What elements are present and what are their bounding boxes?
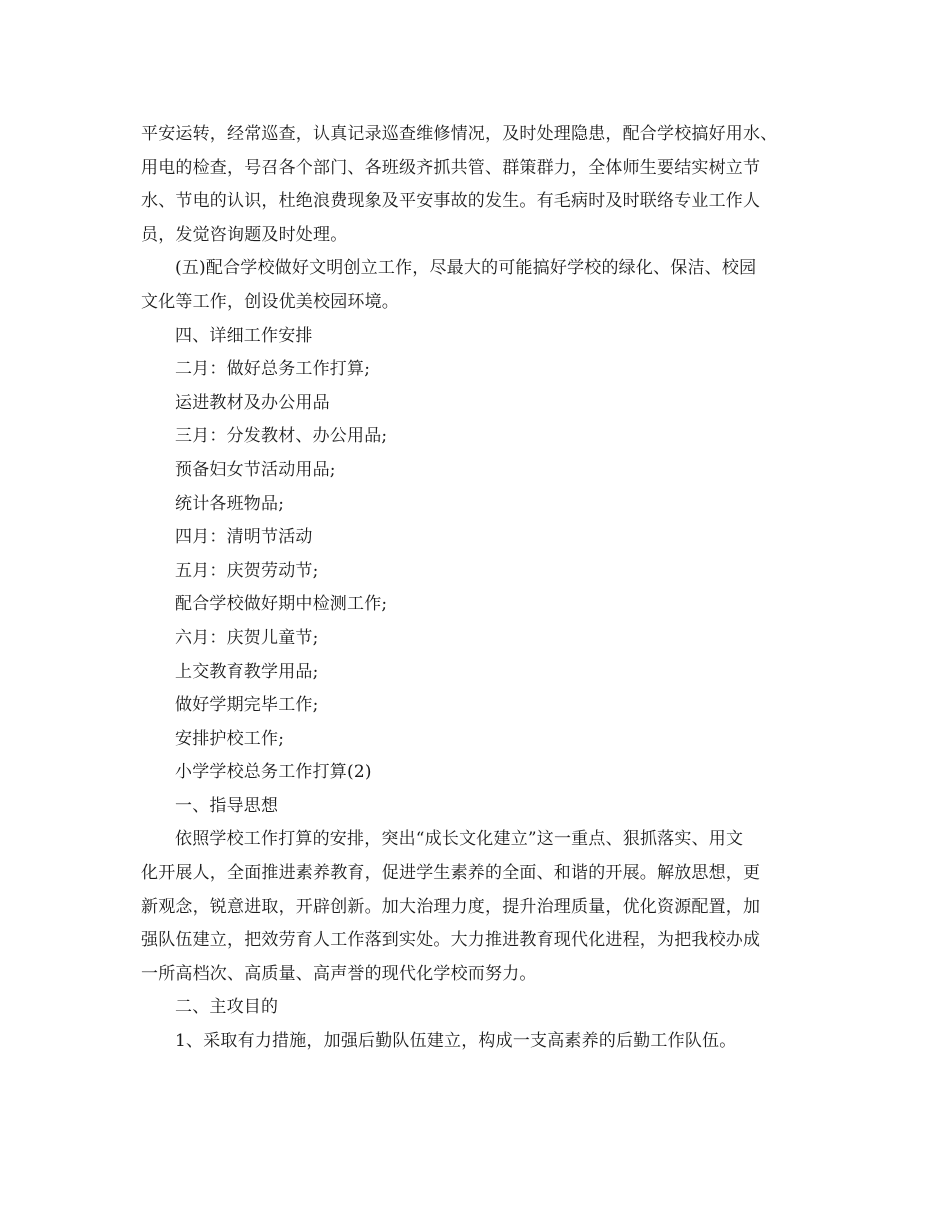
document-body bbox=[141, 118, 813, 1059]
section-heading: 一、指导思想 bbox=[175, 795, 279, 816]
document-title: 小学学校总务工作打算(2) bbox=[175, 762, 372, 783]
schedule-item: 统计各班物品; bbox=[175, 493, 285, 514]
text-line: 化开展人，全面推进素养教育，促进学生素养的全面、和谐的开展。解放思想，更 bbox=[141, 863, 761, 884]
schedule-item: 四月：清明节活动 bbox=[175, 527, 313, 548]
text-line: 平安运转，经常巡查，认真记录巡查维修情况，及时处理隐患，配合学校搞好用水、 bbox=[141, 124, 778, 144]
text-line: 一所高档次、高质量、高声誉的现代化学校而努力。 bbox=[141, 963, 537, 984]
schedule-item: 配合学校做好期中检测工作; bbox=[175, 594, 388, 615]
schedule-item: 五月：庆贺劳动节; bbox=[175, 560, 319, 581]
text-line: 水、节电的认识，杜绝浪费现象及平安事故的发生。有毛病时及时联络专业工作人 bbox=[141, 191, 761, 212]
text-line: (五)配合学校做好文明创立工作，尽最大的可能搞好学校的绿化、保洁、校园 bbox=[175, 258, 757, 279]
schedule-item: 安排护校工作; bbox=[175, 728, 285, 749]
text-line: 员，发觉咨询题及时处理。 bbox=[141, 224, 348, 245]
text-line: 依照学校工作打算的安排，突出“成长文化建立”这一重点、狠抓落实、用文 bbox=[175, 829, 744, 850]
schedule-item: 预备妇女节活动用品; bbox=[175, 459, 336, 480]
text-line: 用电的检查，号召各个部门、各班级齐抓共管、群策群力，全体师生要结实树立节 bbox=[141, 157, 761, 178]
text-line: 新观念，锐意进取，开辟创新。加大治理力度，提升治理质量，优化资源配置，加 bbox=[141, 896, 761, 917]
schedule-item: 做好学期完毕工作; bbox=[175, 695, 319, 716]
section-heading: 二、主攻目的 bbox=[175, 997, 279, 1018]
text-line: 文化等工作，创设优美校园环境。 bbox=[141, 291, 399, 312]
schedule-item: 二月：做好总务工作打算; bbox=[175, 359, 371, 380]
schedule-item: 运进教材及办公用品 bbox=[175, 392, 330, 413]
schedule-item: 六月：庆贺儿童节; bbox=[175, 627, 319, 648]
text-line: 1、采取有力措施，加强后勤队伍建立，构成一支高素养的后勤工作队伍。 bbox=[175, 1031, 737, 1052]
text-line: 强队伍建立，把效劳育人工作落到实处。大力推进教育现代化进程，为把我校办成 bbox=[141, 930, 761, 951]
section-heading: 四、详细工作安排 bbox=[175, 325, 313, 346]
schedule-item: 上交教育教学用品; bbox=[175, 661, 319, 682]
schedule-item: 三月：分发教材、办公用品; bbox=[175, 426, 388, 447]
